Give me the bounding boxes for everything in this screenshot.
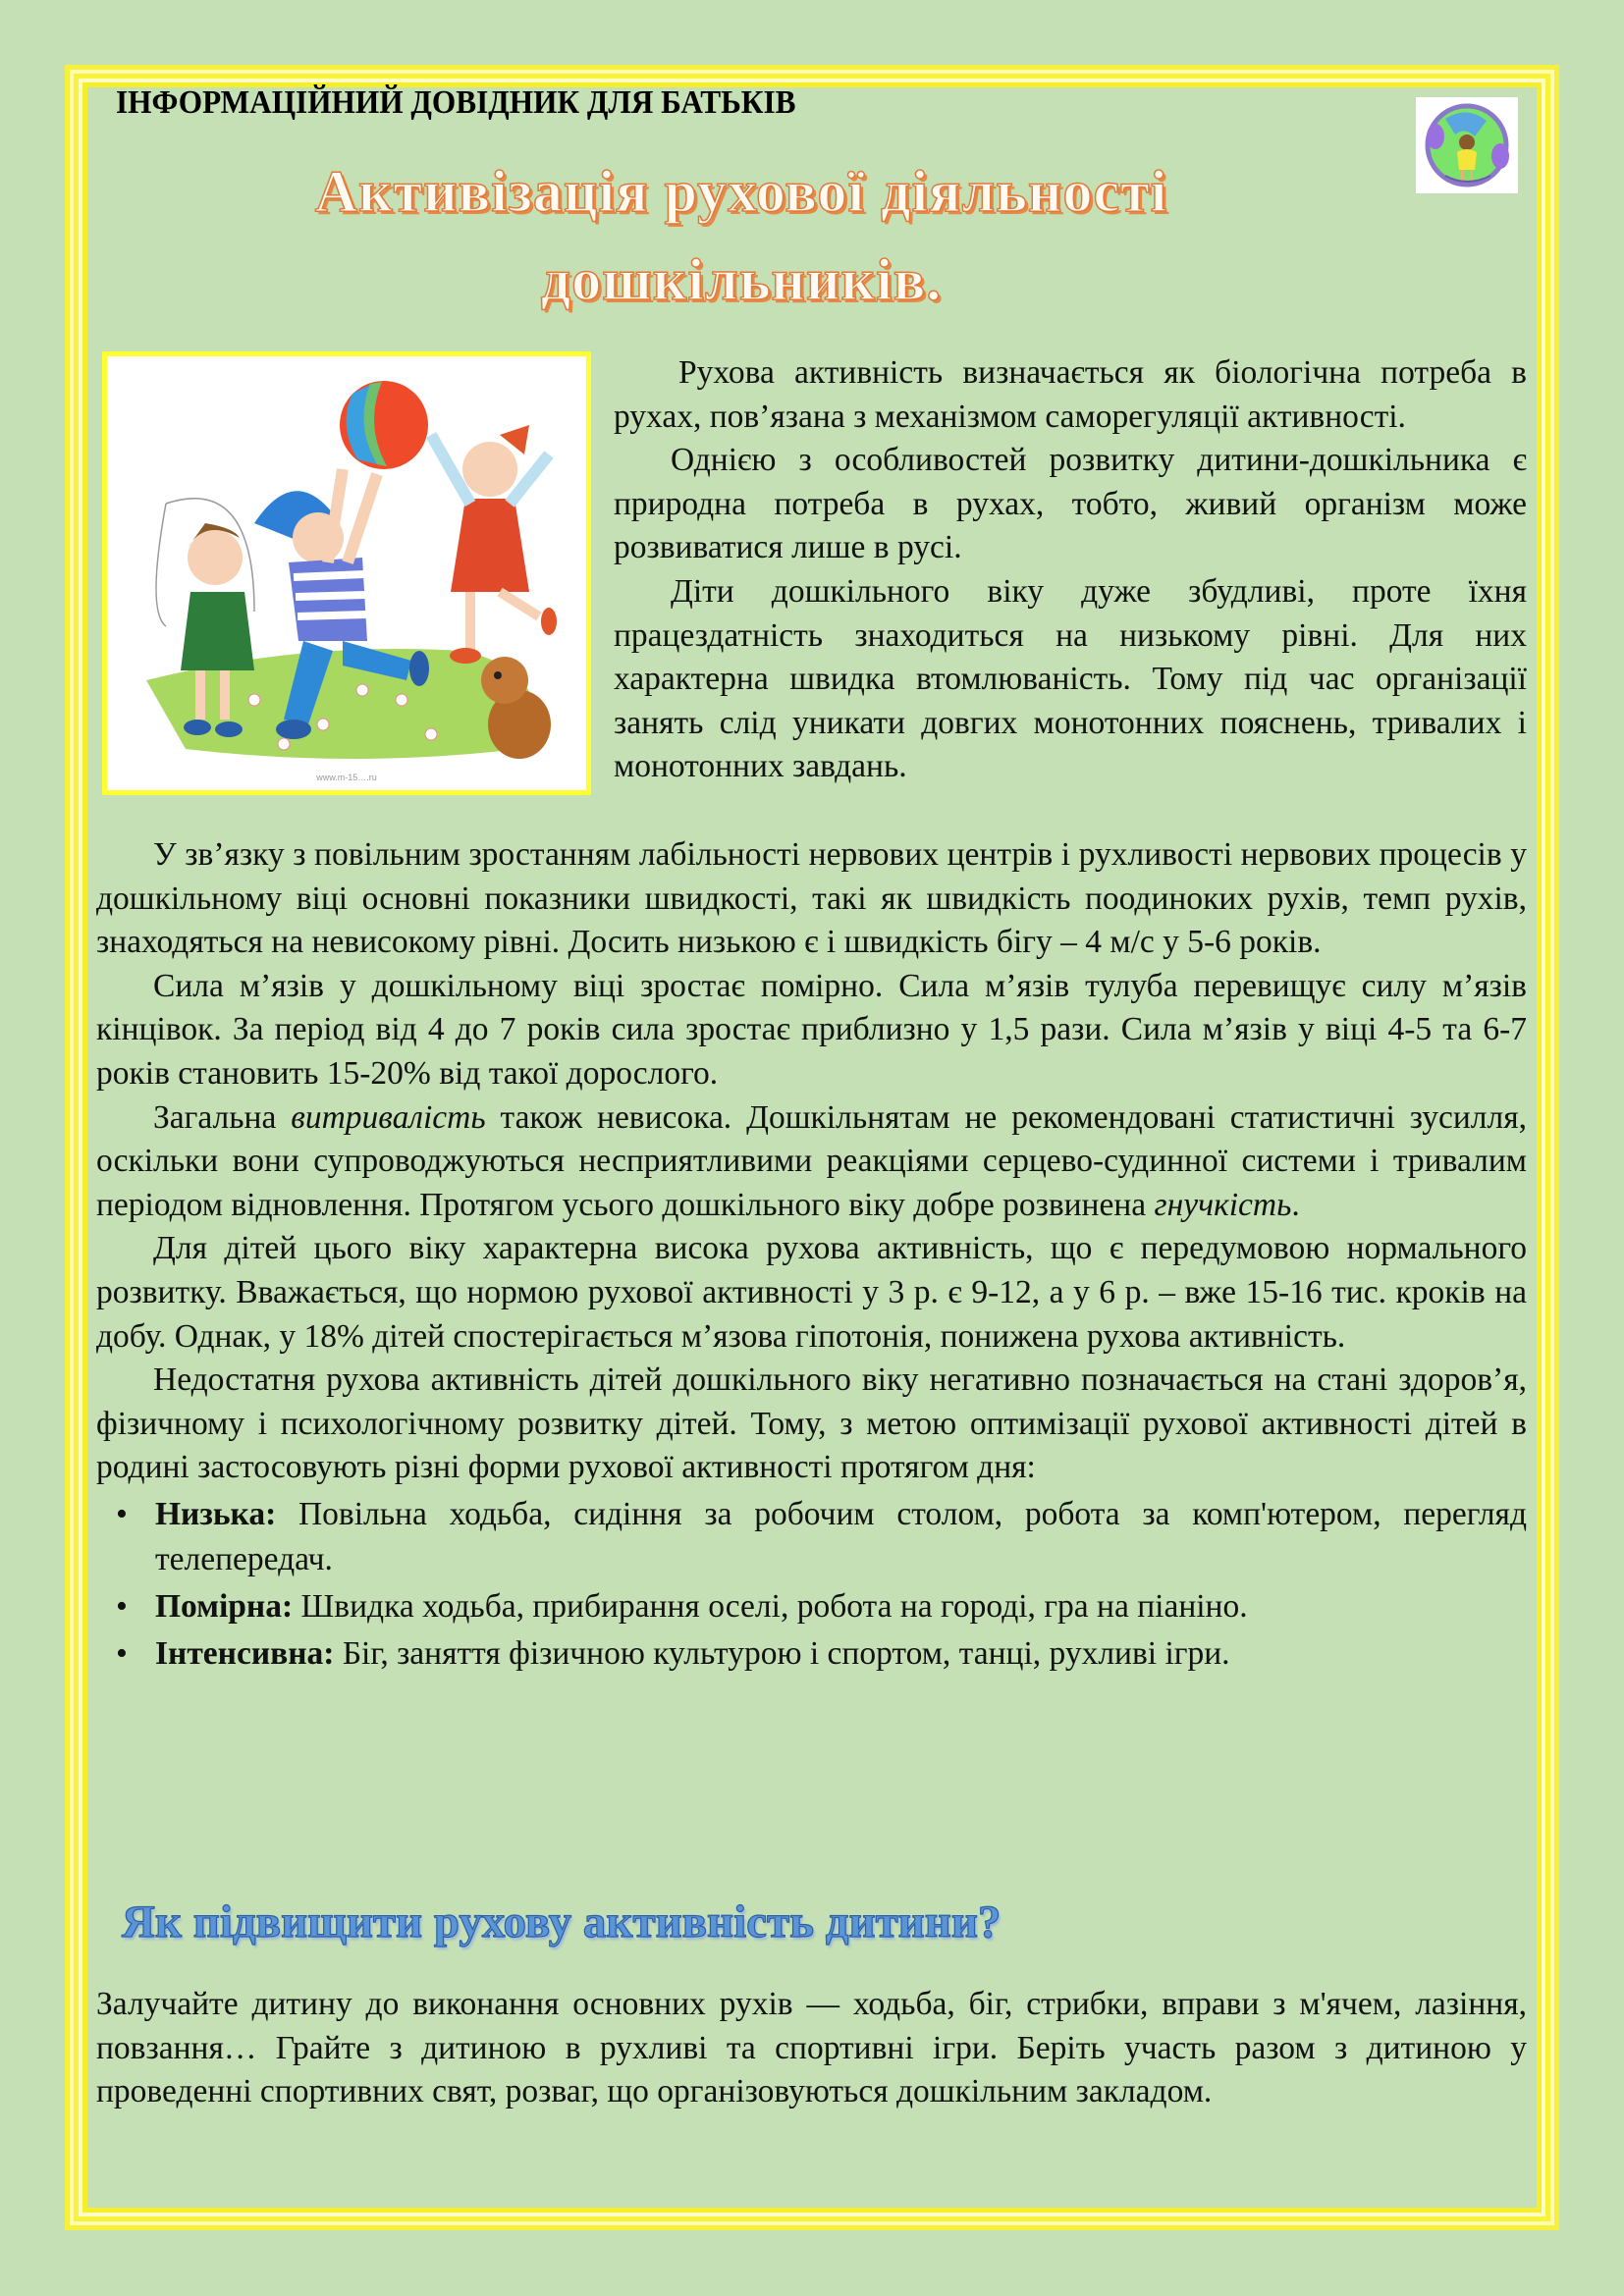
body-paragraph-speed: У зв’язку з повільним зростанням лабільності нервових центрів і рухливості нервових процесів у дошкільному віці основні показники швидкості, такі як швидкість поодиноких рухів, темп рухів, знаходяться на невисокому рівні. Досить низькою є і швидкість бігу – 4 м/с у 5-6 років. [96,836,1527,961]
list-item-text: Швидка ходьба, прибирання оселі, робота на городі, гра на піаніно. [293,1587,1248,1625]
body-paragraph-strength: Сила м’язів у дошкільному віці зростає помірно. Сила м’язів тулуба перевищує силу м’язів кінцівок. За період від 4 до 7 років сила зростає приблизно у 1,5 рази. Сила м’язів у віці 4-5 та 6-7 років становить 15-20% від такої дорослого. [96,967,1527,1092]
section-subtitle: Як підвищити рухову активність дитини? [122,1896,1001,1948]
header-label: ІНФОРМАЦІЙНИЙ ДОВІДНИК ДЛЯ БАТЬКІВ [116,84,796,121]
body-paragraph-insufficient-activity: Недостатня рухова активність дітей дошкільного віку негативно позначається на стані здоров’я, фізичному і психологічному розвитку дітей. Тому, з метою оптимізації рухової активності дітей в родині застосовують різні форми рухової активності протягом дня: [96,1362,1527,1486]
activity-levels-list [96,1492,1527,1677]
children-playing-illustration [102,351,591,795]
list-item-low [155,1492,1527,1582]
intro-paragraph: Рухова активність визначається як біологічна потреба в рухах, пов’язана з механізмом саморегуляції активності. [614,354,1527,435]
page-title [245,147,1237,324]
list-item-intensive [155,1631,1527,1677]
text-run: . [1291,1186,1300,1223]
intro-text-column [614,351,1527,789]
page-title-line-1: Активізація рухової діяльності [314,159,1168,224]
closing-paragraph: Залучайте дитину до виконання основних рухів — ходьба, біг, стрибки, вправи з м'ячем, лазіння, повзання… Грайте з дитиною в рухливі та спортивні ігри. Беріть участь разом з дитиною у проведенні спортивних свят, розваг, що організовуються дошкільним закладом. [96,1986,1527,2110]
list-item-term: Інтенсивна: [155,1634,335,1672]
body-paragraph-activity-norms: Для дітей цього віку характерна висока рухова активність, що є передумовою нормального розвитку. Вважається, що нормою рухової активності у 3 р. є 9-12, а у 6 р. – вже 15-16 тис. кроків на добу. Однак, у 18% дітей спостерігається м’язова гіпотонія, понижена рухова активність. [96,1230,1527,1355]
list-item-term: Помірна: [155,1587,294,1625]
text-run: також невисока. Дошкільнятам не рекомендовані статистичні зусилля, оскільки вони супроводжуються несприятливими реакціями серцево-судинної системи і тривалим періодом відновлення. Протягом усього дошкільного віку добре розвинена [96,1098,1527,1223]
watermark: www.m-15….ru [316,773,377,782]
body-paragraph-endurance [96,1096,1527,1228]
main-text [96,833,1527,1677]
list-item-moderate [155,1584,1527,1629]
list-item-term: Низька: [155,1495,277,1532]
text-run: Загальна [153,1098,292,1136]
page-title-line-2: дошкільників. [540,247,943,312]
intro-paragraph: Однією з особливостей розвитку дитини-дошкільника є природна потреба в рухах, тобто, живий організм може розвиватися лише в русі. [614,442,1527,566]
closing-text [96,1983,1527,2114]
list-item-text: Біг, заняття фізичною культурою і спортом, танці, рухливі ігри. [334,1634,1230,1672]
intro-paragraph: Діти дошкільного віку дуже збудливі, проте їхня працездатність знаходиться на низькому рівні. Для них характерна швидка втомлюваність. Тому під час організації занять слід уникати довгих монотонних пояснень, тривалих і монотонних завдань. [614,572,1527,785]
emphasis-flexibility: гнучкість [1154,1186,1292,1223]
list-item-text: Повільна ходьба, сидіння за робочим столом, робота за комп'ютером, перегляд телепередач. [155,1495,1527,1577]
kindergarten-emblem-icon [1416,97,1518,193]
emphasis-endurance: витривалість [291,1098,486,1136]
